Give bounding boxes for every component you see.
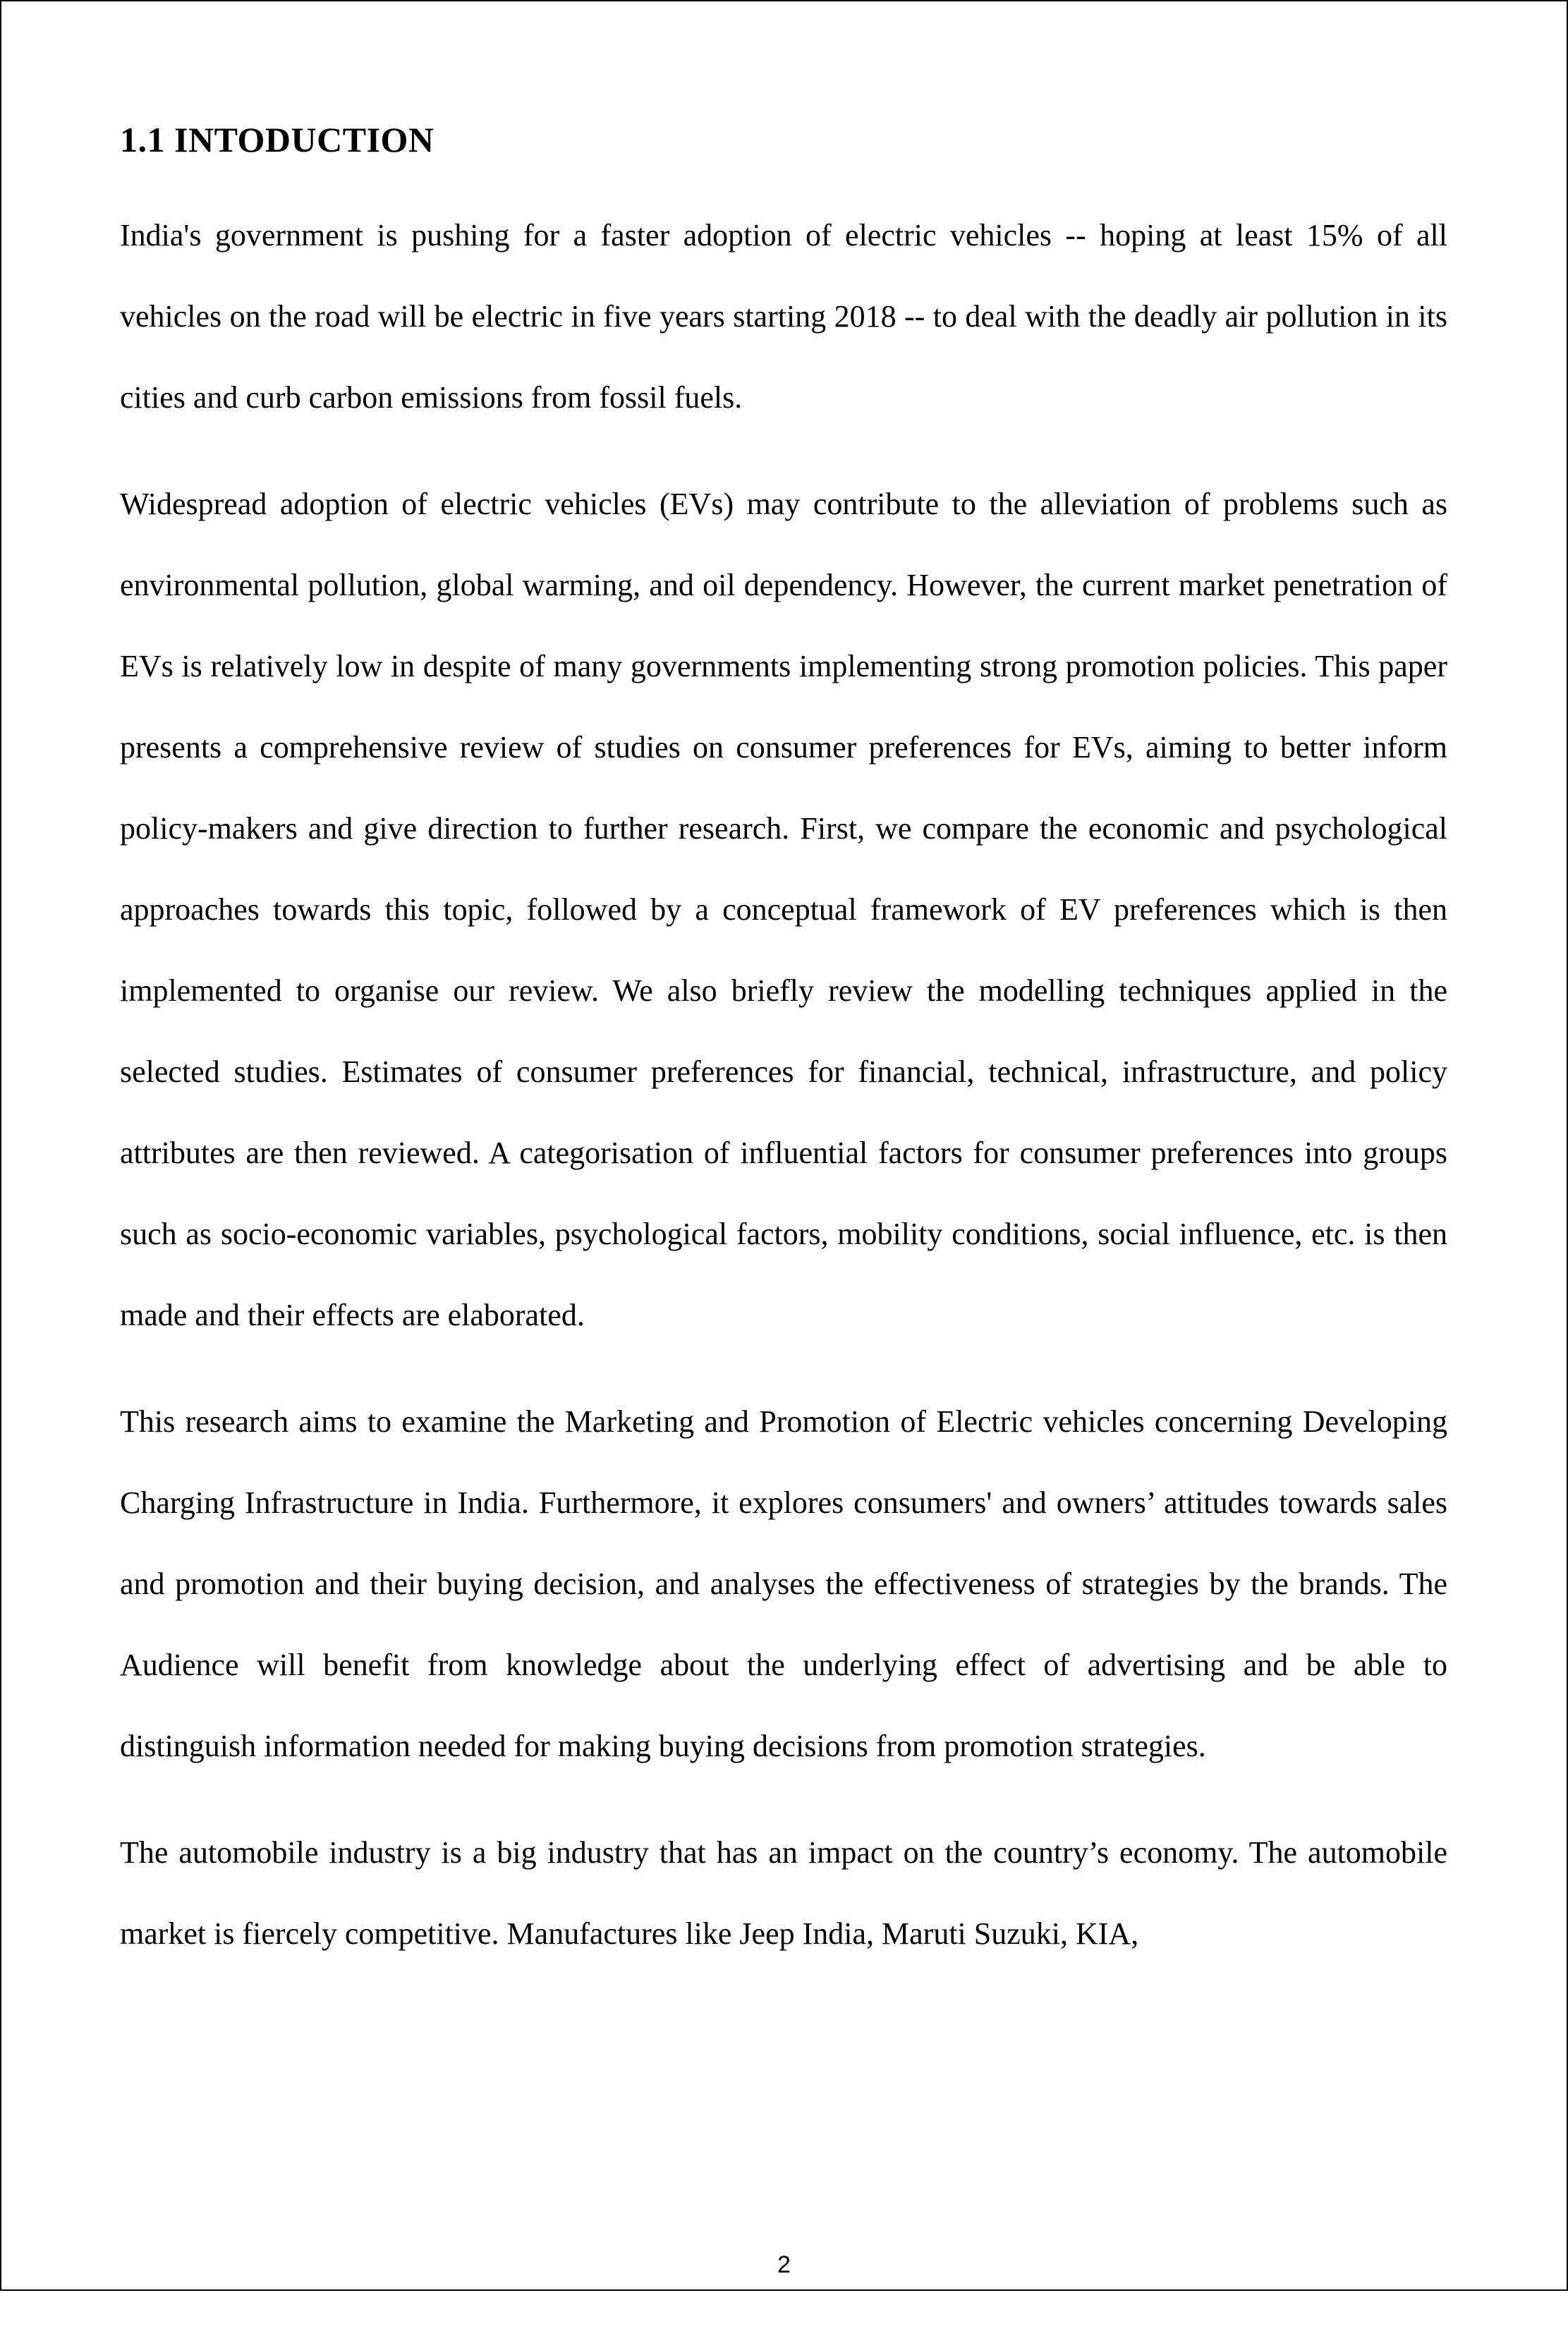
paragraph-2: Widespread adoption of electric vehicles (EVs) may contribute to the alleviation of problems such as environmental pollution, global warming, and oil dependency. However, the current market penetration of EVs is relatively low in despite of many governments implementing strong promotion policies. This paper presents a comprehensive review of studies on consumer preferences for EVs, aiming to better inform policy-makers and give direction to further research. First, we compare the economic and psychological approaches towards this topic, followed by a conceptual framework of EV preferences which is then implemented to organise our review. We also briefly review the modelling techniques applied in the selected studies. Estimates of consumer preferences for financial, technical, infrastructure, and policy attributes are then reviewed. A categorisation of influential factors for consumer preferences into groups such as socio-economic variables, psychological factors, mobility conditions, social influence, etc. is then made and their effects are elaborated.	[120, 487, 1447, 1332]
paragraph-4: The automobile industry is a big industry that has an impact on the country’s economy. The automobile market is fiercely competitive. Manufactures like Jeep India, Maruti Suzuki, KIA,	[120, 1835, 1447, 1951]
paragraph-1: India's government is pushing for a faster adoption of electric vehicles -- hoping at least 15% of all vehicles on the road will be electric in five years starting 2018 -- to deal with the deadly air pollution in its cities and curb carbon emissions from fossil fuels.	[120, 218, 1447, 415]
paragraph-3: This research aims to examine the Marketing and Promotion of Electric vehicles concerning Developing Charging Infrastructure in India. Furthermore, it explores consumers' and owners’ attitudes towards sales and promotion and their buying decision, and analyses the effectiveness of strategies by the brands. The Audience will benefit from knowledge about the underlying effect of advertising and be able to distinguish information needed for making buying decisions from promotion strategies.	[120, 1404, 1447, 1763]
document-body	[120, 118, 1447, 2000]
section-heading: 1.1 INTODUCTION	[120, 120, 434, 159]
page-number: 2	[777, 2251, 791, 2278]
